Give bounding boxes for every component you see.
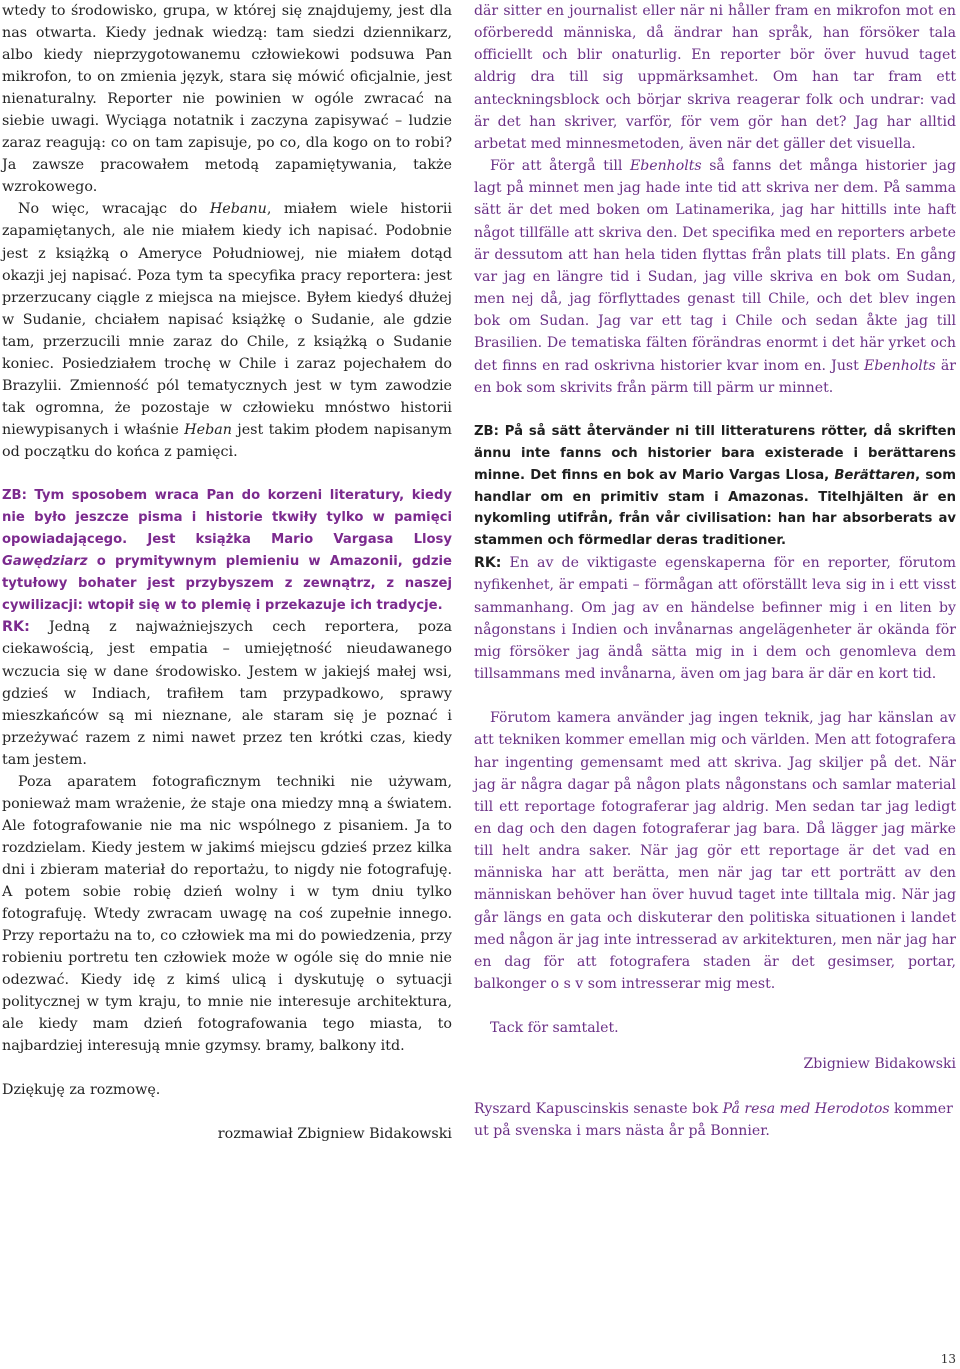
paragraph: Poza aparatem fotograficznym techniki nie używam, ponieważ mam wrażenie, że staje ona miedzy mną a światem. Ale fotografowanie nie ma nic wspólnego z pisaniem. Ja to rozdzielam. Kiedy jestem w jakimś miejscu gdzieś przez kilka dni i zbieram materiał do reportażu, to nigdy nie fotografuję. A potem sobie robię dzień wolny i w tym dniu tylko fotografuję. Wtedy zwracam uwagę na coś zupełnie innego. Przy reportażu na to, co człowiek ma mi do powiedzenia, przy robieniu portretu ten człowiek może w ogóle się do mnie nie odezwać. Kiedy idę z kimś ulicą i dyskutuję o sytuacji politycznej w tym kraju, to mnie nie interesuje architektura, ale kiedy mam dzień fotografowania tego miasta, to najbardziej interesują mnie gzymsy. bramy, balkony itd.: [2, 773, 452, 1055]
publication-note: [474, 1098, 956, 1142]
text-run: så fanns det många historier jag lagt på minnet men jag hade inte tid att skriva ner dem. På samma sätt är det med boken om Latinamerika, jag har hittills inte haft något tillfälle att skriva den. Det specifika med en reporters arbete är dessutom att han hela tiden flyttas från plats till plats. En gång var jag en längre tid i Sudan, jag ville skriva en bok om Sudan, men nej då, jag förflyttades genast till Chile, och det blev ingen bok om Sudan. Jag var ett tag i Chile och sedan åkte jag till Brasilien. De tematiska fälten förändras enormt i det här yrket och det finns en rad oskrivna historier kvar inom en. Just: [474, 158, 956, 374]
book-title: Ebenholts: [863, 357, 936, 374]
book-title: På resa med Herodotos: [722, 1100, 890, 1117]
closing-thanks: Tack för samtalet.: [490, 1020, 619, 1037]
paragraph: [474, 155, 956, 399]
paragraph: Förutom kamera använder jag ingen teknik, jag har känslan av att tekniken kommer emellan mig och världen. Men att fotografera har ingenting gemensamt med att skriva. Jag skiljer på det. När jag är några dagar på någon plats någonstans och samlar material till ett reportage fotograferar jag aldrig. Men sedan tar jag ledigt en dag och den dagen fotograferar jag bara. Då lägger jag märke till helt andra saker. När jag gör ett reportage är det vad en människa har att berätta, men när jag tar ett porträtt av den människan behöver han över huvud taget inte tilltala mig. När jag går längs en gata och diskuterar den politiska situationen i landet med någon är jag inte intresserad av arkitekturen, men när jag har en dag för att fotografera staden är det gesimser, portar, balkonger o s v som intresserar mig mest.: [474, 710, 956, 993]
paragraph: wtedy to środowisko, grupa, w której się znajdujemy, jest dla nas otwarta. Kiedy jednak wiedzą: tam siedzi dziennikarz, albo kiedy nieprzygotowanemu człowiekowi podsuwa Pan mikrofon, to on zmienia język, stara się mówić oficjalnie, jest nienaturalny. Reporter nie powinien w ogóle zwracać na siebie uwagi. Wyciąga notatnik i zaczyna zapisywać – ludzie zaraz reagują: co on tam zapisuje, po co, dla kogo on to robi? Ja zawsze pracowałem metodą zapamiętywania, także wzrokowego.: [2, 3, 452, 196]
book-title: Berättaren: [834, 467, 916, 483]
interviewer-signature: rozmawiał Zbigniew Bidakowski: [217, 1126, 452, 1143]
book-title: Ebenholts: [629, 158, 702, 175]
text-run: Tym sposobem wraca Pan do korzeni literatury, kiedy nie było jeszcze pisma i historie tkwiły tylko w pamięci opowiadającego. Jest książka Mario Vargasa Llosy: [2, 487, 452, 547]
text-run: Jedną z najważniejszych cech reportera, poza ciekawością, jest empatia – umiejętność nieudawanego wczucia się w dane środowisko. Jestem w jakiejś małej wsi, gdzieś w Indiach, trafiłem tam przypadkowo, sprawy mieszkańców są mi nieznane, ale staram się je poznać i przeżywać razem z nimi nawet przez ten krótki czas, kiedy tam jestem.: [2, 619, 452, 768]
speaker-label: ZB:: [474, 423, 499, 439]
speaker-label: RK:: [474, 555, 502, 572]
paragraph: [2, 198, 452, 463]
speaker-label: RK:: [2, 619, 30, 636]
interviewer-question: [474, 421, 956, 552]
text-run: o prymitywnym plemieniu w Amazonii, gdzie tytułowy bohater jest przybyszem z zewnątrz, z naszej cywilizacji: wtopił się w to plemię i przekazuje ich tradycje.: [2, 553, 452, 613]
text-run: No więc, wracając do: [18, 201, 210, 218]
swedish-column: [474, 0, 956, 1142]
interviewee-answer: [474, 552, 956, 685]
interviewer-signature: Zbigniew Bidakowski: [803, 1056, 956, 1073]
text-run: För att återgå till: [490, 158, 630, 175]
text-run: kommer ut på svenska i mars nästa år på Bonnier.: [474, 1100, 953, 1139]
text-run: , miałem wiele historii zapamiętanych, ale nie miałem kiedy ich napisać. Podobnie jest z książką o Ameryce Południowej, nie miałem dotąd okazji jej napisać. Poza tym ta specyfika pracy reportera: jest przerzucany ciągle z miejsca na miejsce. Byłem kiedyś dłużej w Sudanie, chciałem napisać książkę o Sudanie, ale gdzie tam, przerzucili mnie zaraz do Chile, z książką o Sudanie koniec. Posiedziałem trochę w Chile i zaraz pojechałem do Brazylii. Zmienność pól tematycznych jest w tym zawodzie tak ogromna, że pozostaje w człowieku mnóstwo historii niewypisanych i właśnie: [2, 201, 452, 438]
closing-thanks: Dziękuję za rozmowę.: [2, 1082, 161, 1099]
book-title: Heban: [184, 421, 232, 438]
book-title: Hebanu: [209, 201, 267, 218]
text-run: är en bok som skrivits från pärm till pärm ur minnet.: [474, 357, 956, 396]
paragraph: där sitter en journalist eller när ni håller fram en mikrofon mot en oförberedd människa, då ändrar han språk, han försöker tala officiellt och blir onaturlig. En reporter bör över huvud taget aldrig dra till sig uppmärksamhet. Om han tar fram ett anteckningsblock och börjar skriva reagerar folk och undrar: vad är det han skriver, varför, för vem gör han det? Jag har alltid arbetat med minnesmetoden, även när det gäller det visuella.: [474, 3, 956, 152]
text-run: Ryszard Kapuscinskis senaste bok: [474, 1100, 723, 1117]
interviewer-question: [2, 485, 452, 616]
text-run: , som handlar om en primitiv stam i Amazonas. Titelhjälten är en nykomling utifrån, från vår civilisation: han har absorberats av stammen och förmedlar deras traditioner.: [474, 467, 956, 549]
interviewee-answer: [2, 616, 452, 770]
polish-column: [2, 0, 452, 1145]
book-title: Gawędziarz: [2, 553, 88, 569]
text-run: En av de viktigaste egenskaperna för en reporter, förutom nyfikenhet, är empati – förmågan att oförställt leva sig in i ett visst sammanhang. Om jag av en händelse befinner mig i en liten by någonstans i Indien och invånarnas angelägenheter är okända för mig försöker jag ändå sätta mig in i dem och genomleva dem tillsammans med invånarna, även om jag bara är där en kort tid.: [474, 555, 956, 683]
text-run: jest takim płodem napisanym od początku do końca z pamięci.: [2, 421, 452, 460]
speaker-label: ZB:: [2, 487, 27, 503]
text-run: På så sätt återvänder ni till litteraturens rötter, då skriften ännu inte fanns och historier bara existerade i berättarens minne. Det finns en bok av Mario Vargas Llosa,: [474, 423, 956, 483]
page-number: 13: [940, 1352, 956, 1366]
